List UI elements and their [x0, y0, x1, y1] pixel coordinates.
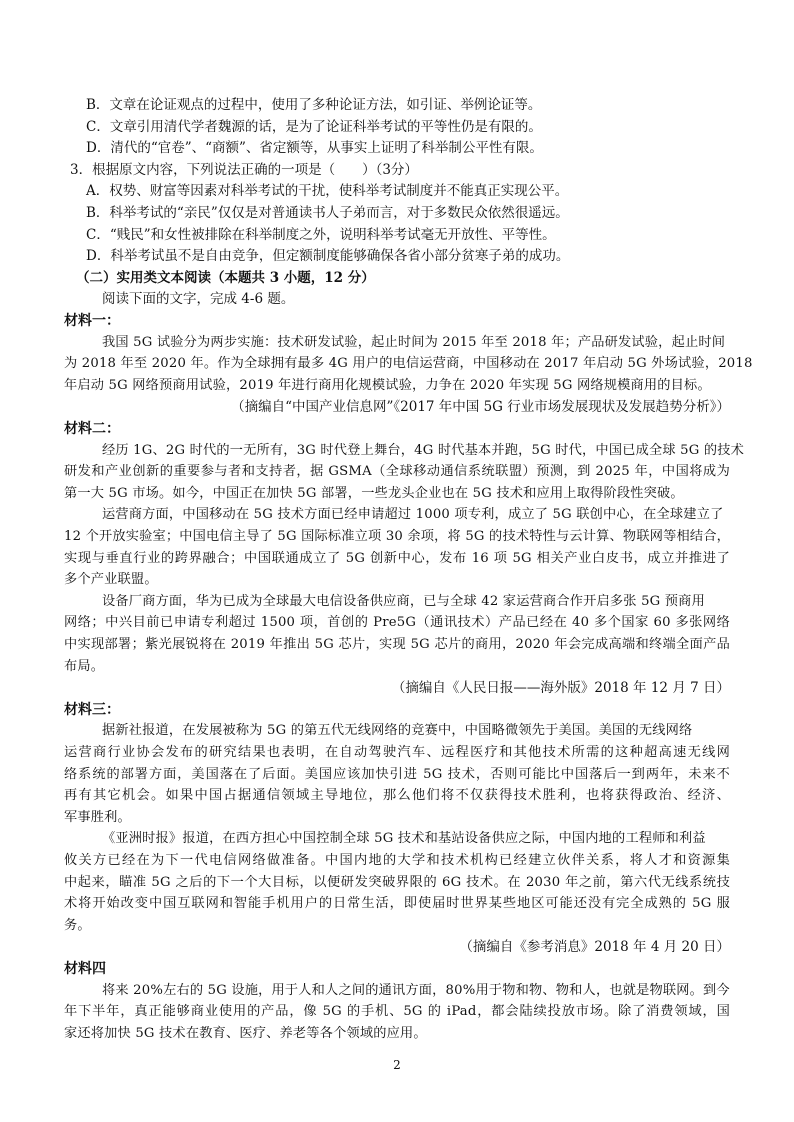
material-4-heading: 材料四	[64, 961, 106, 977]
material-2-line: 设备厂商方面，华为已成为全球最大电信设备供应商，已与全球 42 家运营商合作开启多张 5G 预商用	[102, 593, 705, 609]
material-2-line: 实现与垂直行业的跨界融合；中国联通成立了 5G 创新中心，发布 16 项 5G 相关产业白皮书，成立并推进了	[64, 550, 730, 566]
material-2-line: 中实现部署；紫光展锐将在 2019 年推出 5G 芯片，实现 5G 芯片的商用，2020 年会完成高端和终端全面产品	[64, 637, 730, 652]
material-1-heading: 材料一：	[64, 313, 120, 329]
material-1-line: 为 2018 年至 2020 年。作为全球拥有最多 4G 用户的电信运营商，中国移动在 2017 年启动 5G 外场试验，2018	[64, 356, 753, 372]
material-3-line: 运营商行业协会发布的研究结果也表明，在自动驾驶汽车、远程医疗和其他技术所需的这种超高速无线网	[64, 745, 730, 760]
material-3-line: 务。	[64, 917, 91, 933]
section-heading: （二）实用类文本阅读（本题共 3 小题，12 分）	[76, 269, 375, 286]
material-2-line: 多个产业联盟。	[64, 572, 158, 588]
q3-option-c: C．“贱民”和女性被排除在科举制度之外，说明科举考试毫无开放性、平等性。	[86, 226, 556, 243]
material-3-line: 中起来，瞄准 5G 之后的下一个大目标，以便研发突破界限的 6G 技术。在 2030 年之前，第六代无线系统技	[64, 874, 730, 890]
question-3: 3．根据原文内容，下列说法正确的一项是（ ）（3分）	[70, 161, 418, 178]
material-1-source: （摘编自“中国产业信息网”《2017 年中国 5G 行业市场发展现状及发展趋势分析》）	[231, 399, 730, 416]
q3-option-d: D．科举考试虽不是自由竞争，但定额制度能够确保各省小部分贫寒子弟的成功。	[86, 248, 570, 265]
option-b: B．文章在论证观点的过程中，使用了多种论证方法，如引证、举例论证等。	[86, 97, 542, 113]
material-2-line: 研发和产业创新的重要参与者和支持者，据 GSMA（全球移动通信系统联盟）预测，到 2025 年，中国将成为	[64, 464, 730, 480]
material-2-source: （摘编自《人民日报——海外版》2018 年 12 月 7 日）	[391, 680, 730, 697]
material-2-line: 运营商方面，中国移动在 5G 技术方面已经申请超过 1000 项专利，成立了 5G 联创中心，在全球建立了	[102, 507, 724, 523]
material-3-line: 攸关方已经在为下一代电信网络做准备。中国内地的大学和技术机构已经建立伙伴关系，将人才和资源集	[64, 853, 730, 868]
page-number: 2	[393, 1058, 401, 1073]
material-1-line: 我国 5G 试验分为两步实施：技术研发试验，起止时间为 2015 年至 2018 年；产品研发试验，起止时间	[102, 334, 726, 350]
material-2-line: 网络；中兴目前已申请专利超过 1500 项，首创的 Pre5G（通讯技术）产品已经在 40 多个国家 60 多张网络	[64, 615, 730, 631]
q3-option-a: A．权势、财富等因素对科举考试的干扰，使科举考试制度并不能真正实现公平。	[86, 183, 569, 200]
material-2-line: 经历 1G、2G 时代的一无所有，3G 时代登上舞台，4G 时代基本并跑，5G 时代，中国已成全球 5G 的技术	[102, 442, 745, 458]
material-3-line: 军事胜利。	[64, 809, 131, 825]
material-2-heading: 材料二：	[64, 421, 120, 437]
material-4-line: 将来 20%左右的 5G 设施，用于人和人之间的通讯方面，80%用于物和物、物和人，也就是物联网。到今	[102, 982, 730, 998]
option-c: C．文章引用清代学者魏源的话，是为了论证科举考试的平等性仍是有限的。	[86, 118, 542, 135]
material-2-line: 布局。	[64, 658, 105, 674]
material-3-source: （摘编自《参考消息》2018 年 4 月 20 日）	[459, 939, 730, 956]
material-3-line: 《亚洲时报》报道，在西方担心中国控制全球 5G 技术和基站设备供应之际，中国内地的工程师和利益	[102, 831, 706, 847]
material-3-line: 据新社报道，在发展被称为 5G 的第五代无线网络的竞赛中，中国略微领先于美国。美国的无线网络	[102, 723, 693, 739]
material-1-line: 年启动 5G 网络预商用试验，2019 年进行商用化规模试验，力争在 2020 年实现 5G 网络规模商用的目标。	[64, 377, 711, 393]
material-3-heading: 材料三：	[64, 701, 120, 718]
material-4-line: 年下半年，真正能够商业使用的产品，像 5G 的手机、5G 的 iPad，都会陆续投放市场。除了消费领域，国	[64, 1004, 730, 1020]
material-3-line: 术将开始改变中国互联网和智能手机用户的日常生活，即使届时世界某些地区可能还没有完全成熟的 5G 服	[64, 896, 730, 912]
material-3-line: 络系统的部署方面，美国落在了后面。美国应该加快引进 5G 技术，否则可能比中国落后一到两年，未来不	[64, 766, 730, 782]
q3-option-b: B．科举考试的“亲民”仅仅是对普通读书人子弟而言，对于多数民众依然很遥远。	[86, 205, 569, 221]
option-d: D．清代的“官卷”、“商额”、省定额等，从事实上证明了科举制公平性有限。	[86, 140, 543, 157]
material-2-line: 12 个开放实验室；中国电信主导了 5G 国际标准立项 30 余项，将 5G 的技术特性与云计算、物联网等相结合，	[64, 529, 731, 544]
instruction: 阅读下面的文字，完成 4-6 题。	[102, 291, 295, 308]
material-4-line: 家还将加快 5G 技术在教育、医疗、养老等各个领域的应用。	[64, 1025, 427, 1041]
material-2-line: 第一大 5G 市场。如今，中国正在加快 5G 部署，一些龙头企业也在 5G 技术和应用上取得阶段性突破。	[64, 485, 684, 501]
material-3-line: 再有其它机会。如果中国占据通信领域主导地位，那么他们将不仅获得技术胜利，也将获得政治、经济、	[64, 788, 730, 804]
